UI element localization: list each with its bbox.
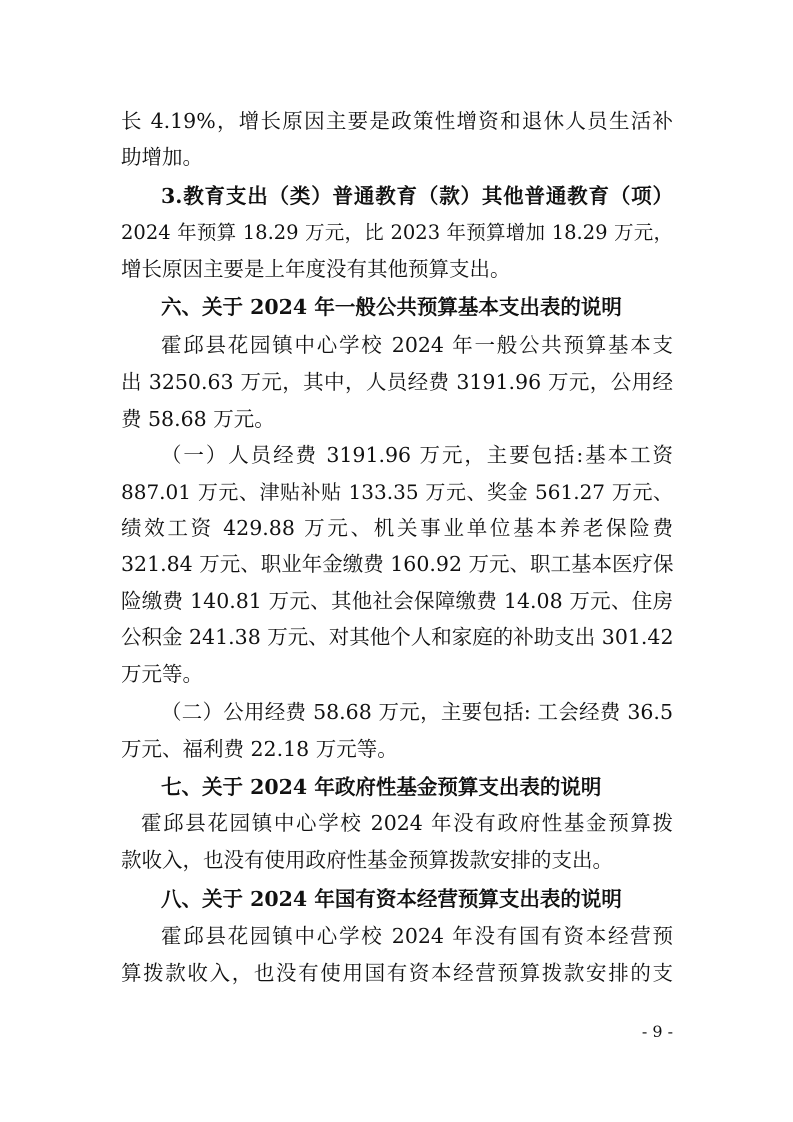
paragraph-line: （二）公用经费 58.68 万元，主要包括: 工会经费 36.5: [161, 700, 673, 724]
paragraph-line: 万元等。: [121, 662, 203, 686]
page-number: - 9 -: [641, 1022, 673, 1041]
section-heading-line: 3.教育支出（类）普通教育（款）其他普通教育（项）: [161, 184, 673, 208]
paragraph-line: 霍邱县花园镇中心学校 2024 年没有政府性基金预算拨: [141, 811, 673, 835]
paragraph-line: 出 3250.63 万元，其中，人员经费 3191.96 万元，公用经: [121, 370, 673, 394]
section-heading-line: 八、关于 2024 年国有资本经营预算支出表的说明: [161, 887, 622, 911]
paragraph-line: 万元、福利费 22.18 万元等。: [121, 737, 398, 761]
paragraph-line: 霍邱县花园镇中心学校 2024 年一般公共预算基本支: [161, 333, 673, 357]
paragraph-line: 321.84 万元、职业年金缴费 160.92 万元、职工基本医疗保: [121, 552, 674, 576]
section-heading-line: 六、关于 2024 年一般公共预算基本支出表的说明: [161, 295, 622, 319]
paragraph-line: 费 58.68 万元。: [121, 407, 275, 431]
paragraph-line: 公积金 241.38 万元、对其他个人和家庭的补助支出 301.42: [121, 625, 674, 649]
section-heading-line: 七、关于 2024 年政府性基金预算支出表的说明: [161, 775, 602, 799]
paragraph-line: 助增加。: [121, 145, 203, 169]
paragraph-line: 2024 年预算 18.29 万元，比 2023 年预算增加 18.29 万元，: [121, 221, 673, 244]
paragraph-line: 长 4.19%，增长原因主要是政策性增资和退休人员生活补: [121, 109, 673, 133]
paragraph-line: 算拨款收入，也没有使用国有资本经营预算拨款安排的支: [121, 961, 673, 985]
paragraph-line: 增长原因主要是上年度没有其他预算支出。: [121, 257, 511, 281]
paragraph-line: 绩效工资 429.88 万元、机关事业单位基本养老保险费: [121, 516, 673, 540]
paragraph-line: 款收入，也没有使用政府性基金预算拨款安排的支出。: [121, 848, 613, 872]
paragraph-line: 险缴费 140.81 万元、其他社会保障缴费 14.08 万元、住房: [121, 589, 673, 613]
paragraph-line: 霍邱县花园镇中心学校 2024 年没有国有资本经营预: [161, 924, 673, 948]
paragraph-line: 887.01 万元、津贴补贴 133.35 万元、奖金 561.27 万元、: [121, 480, 673, 504]
paragraph-line: （一）人员经费 3191.96 万元，主要包括:基本工资: [161, 443, 673, 467]
